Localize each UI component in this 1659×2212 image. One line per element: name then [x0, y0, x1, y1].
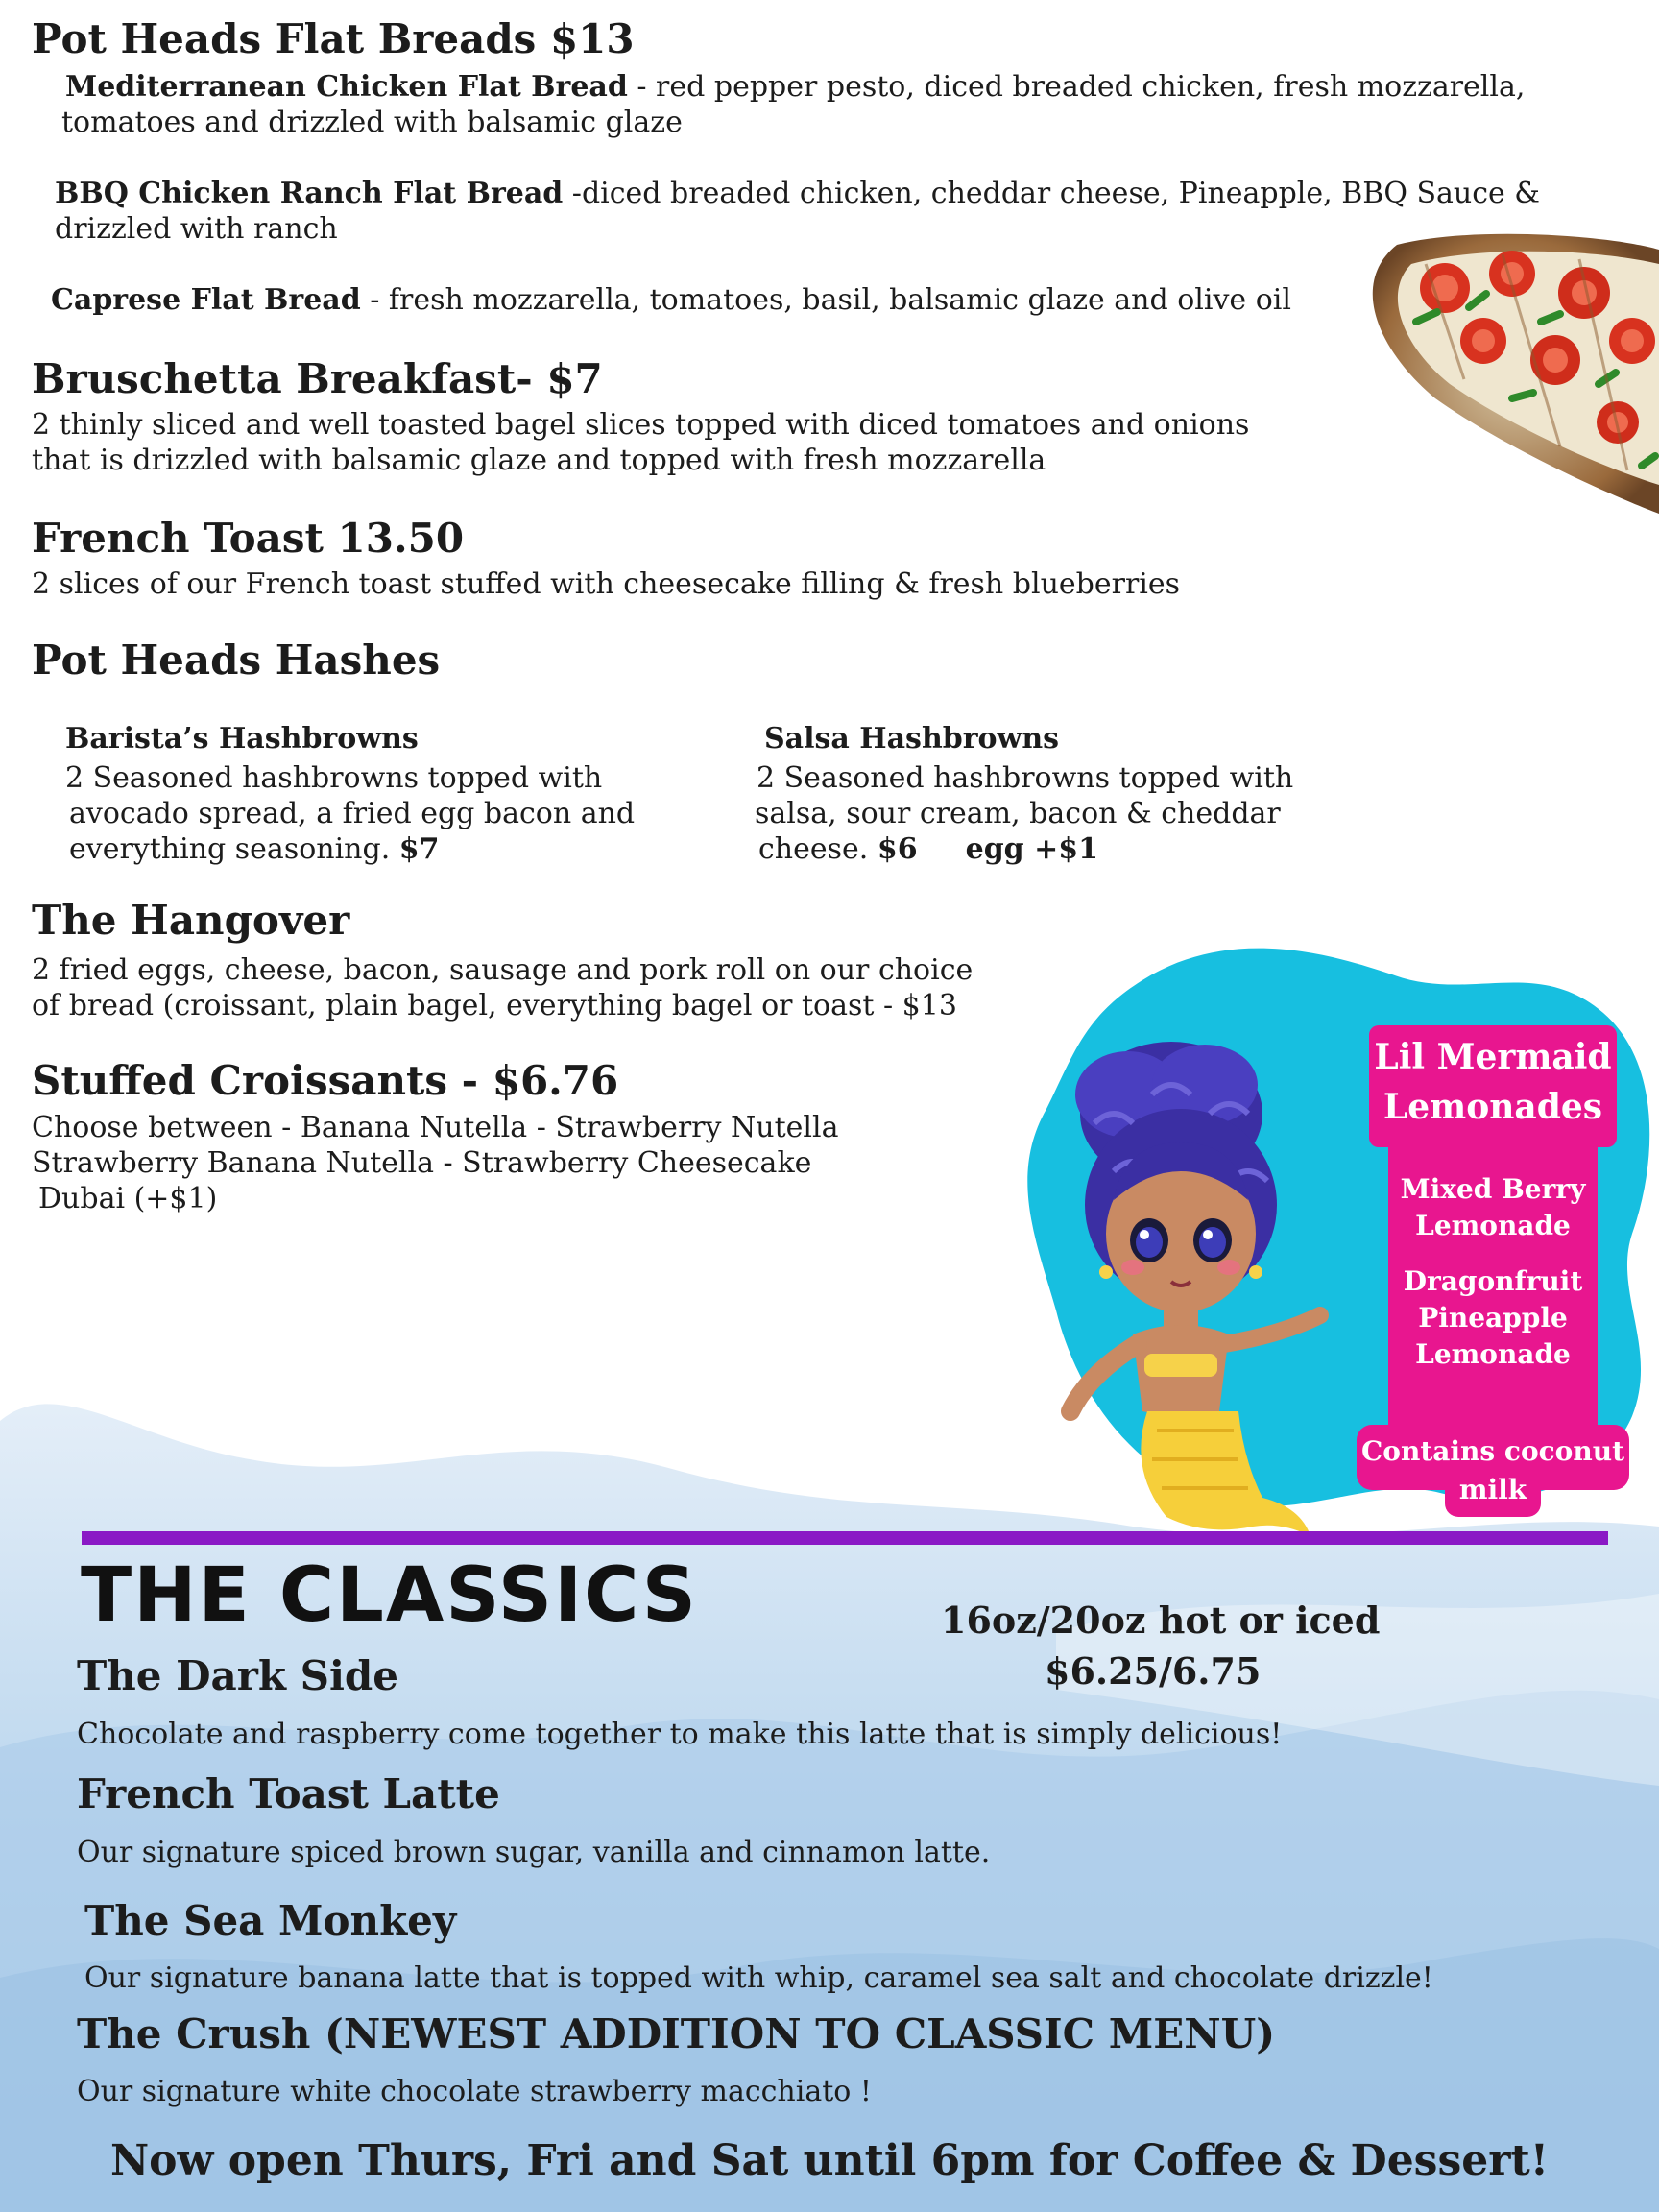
lemonades-list-box [1388, 1142, 1598, 1459]
item-description: - red pepper pesto, diced breaded chicken, fresh mozzarella, [627, 70, 1526, 104]
description-text: everything seasoning. [69, 832, 399, 866]
french-toast-heading: French Toast 13.50 [32, 515, 465, 562]
classic-item-sea-monkey-desc: Our signature banana latte that is topped with whip, caramel sea salt and chocolate drizzle! [84, 1961, 1433, 1995]
item-description-continued: tomatoes and drizzled with balsamic glaze [61, 106, 683, 139]
hangover-description-line2: of bread (croissant, plain bagel, everything bagel or toast - $13 [32, 989, 957, 1022]
hours-footer: Now open Thurs, Fri and Sat until 6pm for Coffee & Dessert! [109, 2136, 1550, 2185]
description-text: cheese. [758, 832, 878, 866]
lemonade-item-2-line1: Dragonfruit [1403, 1265, 1583, 1297]
bruschetta-heading: Bruschetta Breakfast- $7 [32, 355, 603, 402]
croissants-heading: Stuffed Croissants - $6.76 [32, 1057, 619, 1104]
item-name: Mediterranean Chicken Flat Bread [65, 70, 628, 104]
classic-item-dark-side-name: The Dark Side [77, 1652, 398, 1699]
lemonades-title-line2: Lemonades [1382, 1087, 1603, 1127]
salsa-hashbrowns-name: Salsa Hashbrowns [764, 722, 1060, 756]
salsa-hashbrowns-line3 [758, 831, 1098, 867]
classic-item-crush-name: The Crush (NEWEST ADDITION TO CLASSIC MENU) [77, 2010, 1276, 2057]
flatbread-photo [1358, 226, 1659, 514]
hangover-description-line1: 2 fried eggs, cheese, bacon, sausage and pork roll on our choice [32, 953, 974, 987]
salsa-hashbrowns-line2: salsa, sour cream, bacon & cheddar [755, 797, 1281, 830]
french-toast-description: 2 slices of our French toast stuffed with cheesecake filling & fresh blueberries [32, 567, 1181, 601]
lemonade-item-1-line2: Lemonade [1415, 1210, 1571, 1241]
flatbread-item-mediterranean [65, 69, 1525, 105]
classic-item-french-toast-name: French Toast Latte [77, 1770, 500, 1817]
item-description-continued: drizzled with ranch [55, 212, 338, 246]
croissants-line1: Choose between - Banana Nutella - Strawberry Nutella [32, 1111, 839, 1144]
croissants-line3: Dubai (+$1) [38, 1182, 218, 1215]
flatbread-item-bbq [55, 176, 1540, 211]
classics-price-label: $6.25/6.75 [1045, 1649, 1262, 1693]
flatbreads-heading: Pot Heads Flat Breads $13 [32, 15, 635, 62]
lemonades-title-box [1369, 1025, 1617, 1147]
lemonade-item-2-line3: Lemonade [1415, 1338, 1571, 1370]
mermaid-illustration [1037, 1037, 1354, 1536]
classic-item-sea-monkey-name: The Sea Monkey [84, 1897, 457, 1944]
classics-heading: THE CLASSICS [81, 1552, 698, 1639]
lemonades-title-line1: Lil Mermaid [1374, 1037, 1612, 1077]
bruschetta-description-line1: 2 thinly sliced and well toasted bagel slices topped with diced tomatoes and onions [32, 408, 1250, 442]
hangover-heading: The Hangover [32, 897, 350, 944]
coconut-note-line2: milk [1458, 1474, 1527, 1505]
lemonade-item-1-line1: Mixed Berry [1400, 1173, 1586, 1205]
coconut-note-line1: Contains coconut [1361, 1435, 1624, 1467]
classic-item-french-toast-desc: Our signature spiced brown sugar, vanilla and cinnamon latte. [77, 1836, 991, 1869]
coconut-note-box-bottom [1445, 1467, 1541, 1517]
section-divider [82, 1531, 1608, 1545]
baristas-hashbrowns-name: Barista’s Hashbrowns [65, 722, 419, 756]
egg-addon-price: egg +$1 [965, 832, 1098, 866]
baristas-hashbrowns-line3 [69, 831, 440, 867]
bruschetta-description-line2: that is drizzled with balsamic glaze and topped with fresh mozzarella [32, 444, 1046, 477]
price: $7 [398, 832, 440, 866]
baristas-hashbrowns-line1: 2 Seasoned hashbrowns topped with [65, 761, 603, 795]
item-name: Caprese Flat Bread [51, 283, 361, 317]
item-name: BBQ Chicken Ranch Flat Bread [55, 177, 564, 210]
item-description: - fresh mozzarella, tomatoes, basil, balsamic glaze and olive oil [360, 283, 1291, 317]
flatbread-item-caprese [51, 282, 1291, 318]
hashes-heading: Pot Heads Hashes [32, 637, 441, 684]
lemonade-item-2-line2: Pineapple [1418, 1302, 1568, 1334]
croissants-line2: Strawberry Banana Nutella - Strawberry Cheesecake [32, 1146, 812, 1180]
baristas-hashbrowns-line2: avocado spread, a fried egg bacon and [69, 797, 636, 830]
classics-size-label: 16oz/20oz hot or iced [941, 1599, 1381, 1642]
item-description: -diced breaded chicken, cheddar cheese, Pineapple, BBQ Sauce & [563, 177, 1541, 210]
salsa-hashbrowns-line1: 2 Seasoned hashbrowns topped with [757, 761, 1294, 795]
classic-item-dark-side-desc: Chocolate and raspberry come together to make this latte that is simply delicious! [77, 1718, 1283, 1751]
price: $6 [877, 832, 918, 866]
classic-item-crush-desc: Our signature white chocolate strawberry macchiato ! [77, 2075, 872, 2108]
